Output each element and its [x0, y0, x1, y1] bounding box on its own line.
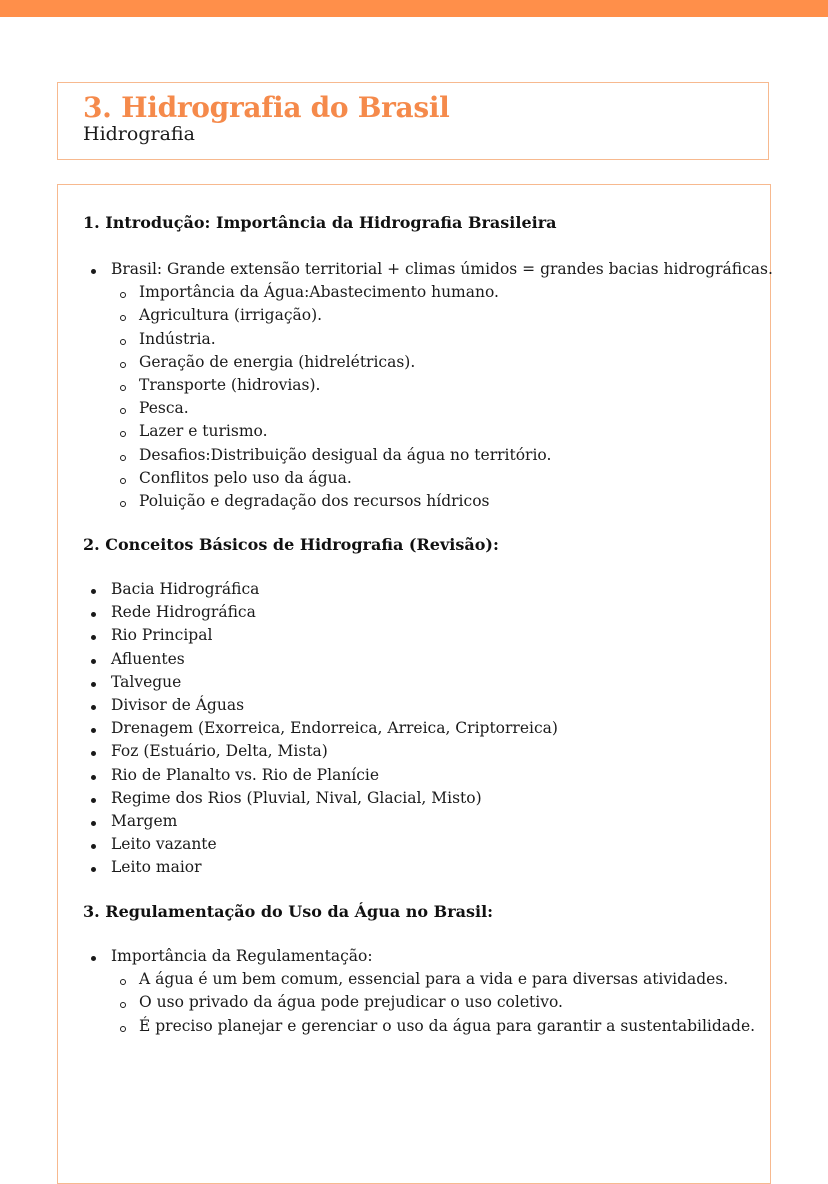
sub-bullet-icon: [120, 339, 126, 345]
section-heading: 1. Introdução: Importância da Hidrografia Brasileira: [83, 213, 557, 232]
list-item: Foz (Estuário, Delta, Mista): [111, 742, 328, 761]
bullet-icon: [91, 798, 96, 803]
bullet-icon: [91, 728, 96, 733]
bullet-icon: [91, 659, 96, 664]
top-accent-bar: [0, 0, 828, 17]
sub-bullet-icon: [120, 292, 126, 298]
sub-list-item: Poluição e degradação dos recursos hídricos: [139, 492, 490, 510]
title-box: [57, 82, 769, 160]
list-item: Rede Hidrográfica: [111, 603, 256, 622]
list-item: Rio Principal: [111, 626, 213, 645]
sub-list-item: O uso privado da água pode prejudicar o uso coletivo.: [139, 993, 563, 1012]
sub-bullet-icon: [120, 979, 126, 985]
bullet-icon: [91, 775, 96, 780]
page-subtitle: Hidrografia: [83, 123, 195, 145]
sub-list-item: Desafios:Distribuição desigual da água no território.: [139, 445, 552, 464]
sub-bullet-icon: [120, 408, 126, 414]
list-item: Talvegue: [111, 672, 182, 691]
sub-bullet-icon: [120, 315, 126, 321]
list-item: Divisor de Águas: [111, 696, 245, 714]
section-heading: 3. Regulamentação do Uso da Água no Brasil:: [83, 902, 494, 921]
sub-list-item: Pesca.: [139, 399, 189, 418]
sub-bullet-icon: [120, 455, 126, 461]
bullet-icon: [91, 635, 96, 640]
bullet-icon: [91, 589, 96, 594]
sub-bullet-icon: [120, 501, 126, 507]
sub-list-item: Transporte (hidrovias).: [139, 376, 321, 394]
bullet-icon: [91, 612, 96, 617]
sub-bullet-icon: [120, 1002, 126, 1008]
sub-list-item: Conflitos pelo uso da água.: [139, 468, 352, 487]
list-item: Leito maior: [111, 858, 202, 877]
list-item: Importância da Regulamentação:: [111, 947, 373, 965]
list-item: Margem: [111, 812, 178, 830]
sub-list-item: É preciso planejar e gerenciar o uso da água para garantir a sustentabilidade.: [139, 1016, 756, 1035]
sub-bullet-icon: [120, 1026, 126, 1032]
sub-bullet-icon: [120, 362, 126, 368]
bullet-icon: [91, 751, 96, 756]
list-item: Regime dos Rios (Pluvial, Nival, Glacial, Misto): [111, 788, 482, 807]
bullet-icon: [91, 821, 96, 826]
page-title: 3. Hidrografia do Brasil: [83, 91, 450, 124]
list-item: Rio de Planalto vs. Rio de Planície: [111, 765, 380, 784]
sub-bullet-icon: [120, 478, 126, 484]
section-heading: 2. Conceitos Básicos de Hidrografia (Revisão):: [83, 535, 499, 554]
list-item: Bacia Hidrográfica: [111, 580, 260, 598]
sub-bullet-icon: [120, 385, 126, 391]
bullet-icon: [91, 867, 96, 872]
content-box: [57, 184, 771, 1184]
bullet-icon: [91, 269, 96, 274]
bullet-icon: [91, 682, 96, 687]
sub-list-item: A água é um bem comum, essencial para a vida e para diversas atividades.: [139, 970, 729, 989]
sub-list-item: Geração de energia (hidrelétricas).: [139, 352, 416, 371]
list-item: Leito vazante: [111, 835, 217, 854]
sub-bullet-icon: [120, 431, 126, 437]
bullet-icon: [91, 705, 96, 710]
sub-list-item: Indústria.: [139, 329, 216, 348]
list-item: Afluentes: [111, 649, 185, 668]
bullet-icon: [91, 956, 96, 961]
sub-list-item: Lazer e turismo.: [139, 422, 268, 441]
sub-list-item: Agricultura (irrigação).: [139, 306, 323, 325]
sub-list-item: Importância da Água:Abastecimento humano.: [139, 283, 499, 302]
list-item: Brasil: Grande extensão territorial + climas úmidos = grandes bacias hidrográficas.: [111, 260, 773, 278]
list-item: Drenagem (Exorreica, Endorreica, Arreica, Criptorreica): [111, 719, 558, 738]
bullet-icon: [91, 844, 96, 849]
